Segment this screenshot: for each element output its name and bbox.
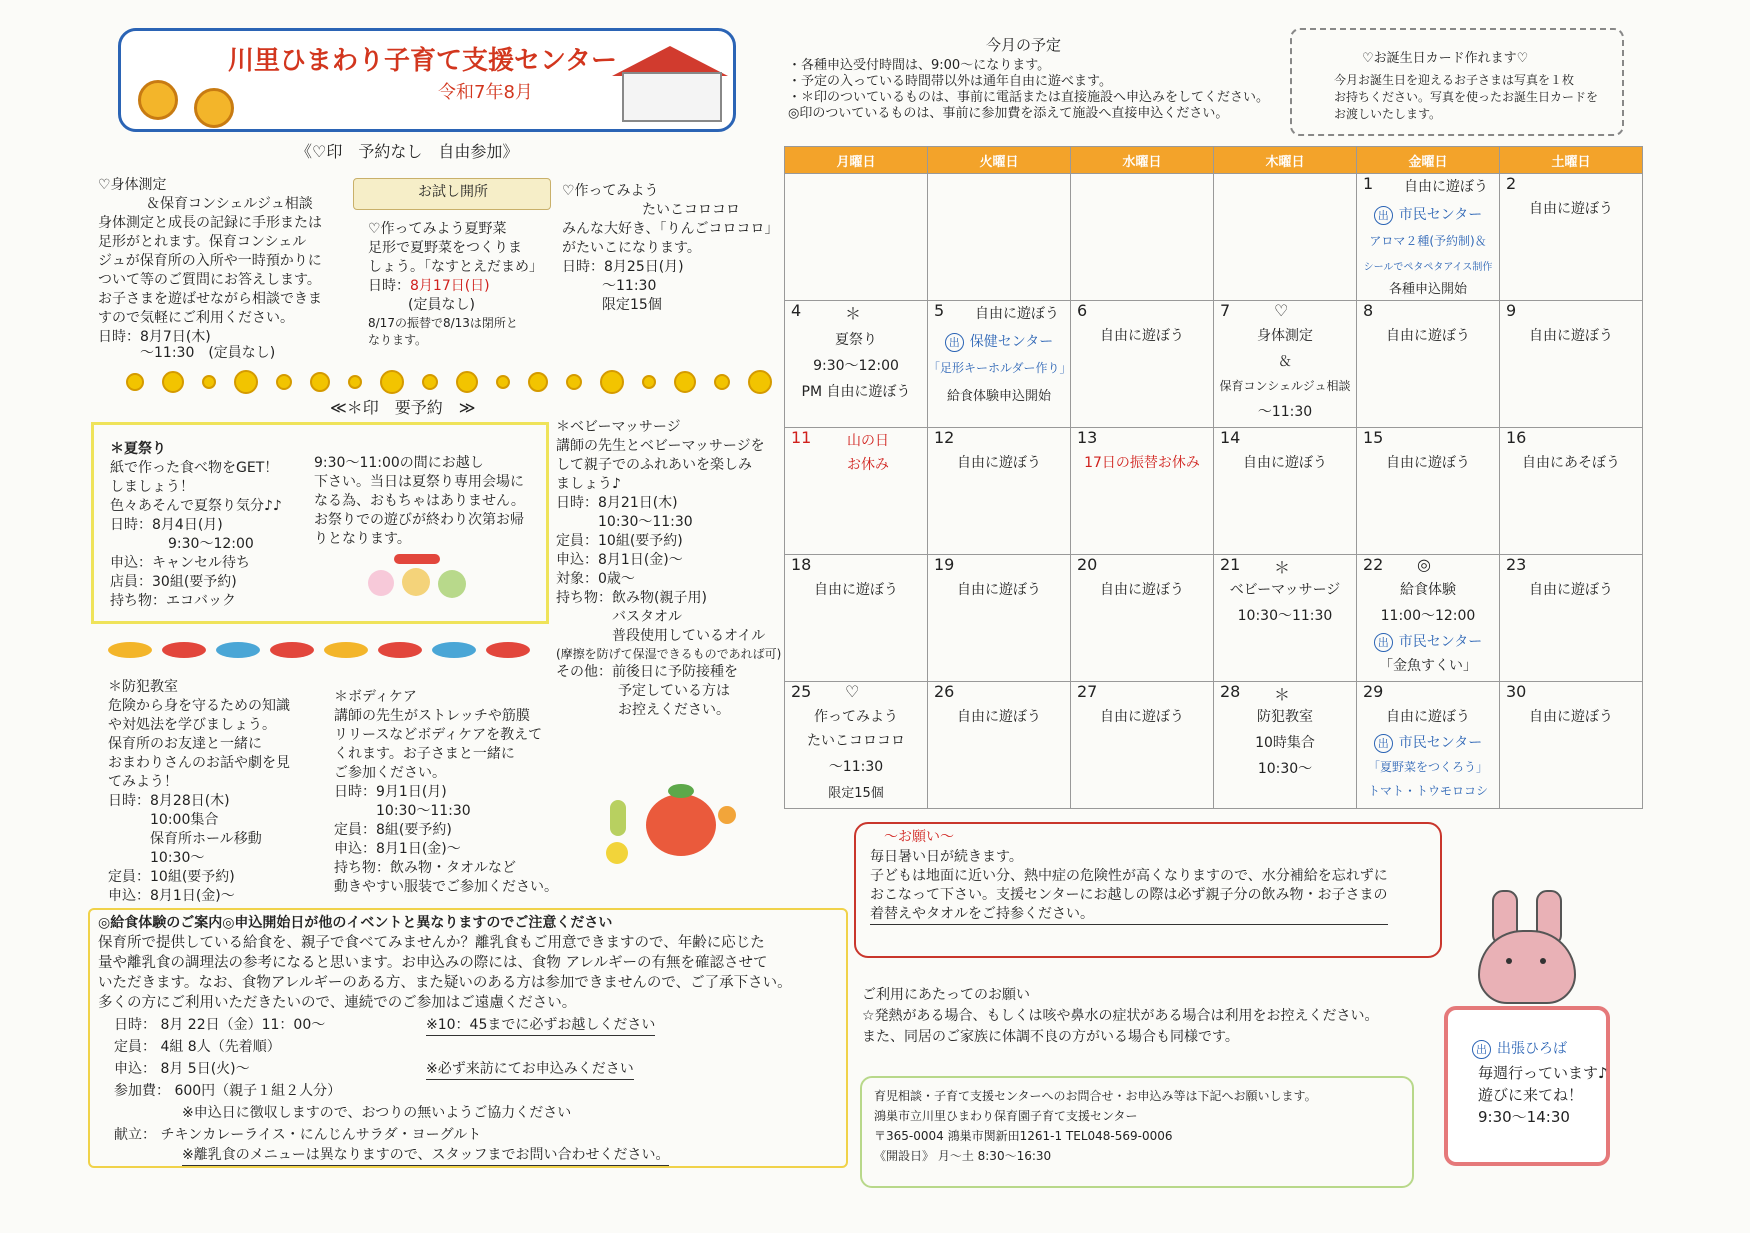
calendar-week xyxy=(785,174,1643,301)
day-number: 12 xyxy=(934,428,955,447)
cell-event: 防犯教室 xyxy=(1257,709,1313,725)
cell-event: 作ってみよう xyxy=(814,709,898,725)
cell-location: 市民センター xyxy=(1398,735,1483,751)
calendar-cell-empty xyxy=(1214,174,1357,301)
lunch-apply: 申込： 8月 5日(火)～ xyxy=(114,1061,250,1077)
fish-divider xyxy=(108,642,540,662)
schedule-title: 今月の予定 xyxy=(986,36,1062,54)
holiday-closed: お休み xyxy=(847,457,889,473)
day-number: 28 xyxy=(1220,682,1241,701)
cell-event: たいこコロコロ xyxy=(807,733,905,749)
reserve-mark: ＊ xyxy=(1274,558,1291,577)
event-capacity: 店員：30組(要予約) xyxy=(110,574,237,590)
event-time: 9:30～12:00 xyxy=(168,536,254,552)
event-date: 日時：8月4日(月) xyxy=(110,517,223,533)
cell-text: 自由にあそぼう xyxy=(1522,455,1620,471)
calendar-cell-16 xyxy=(1500,428,1643,555)
cell-time: ～11:30 xyxy=(1257,404,1313,420)
calendar-cell-6 xyxy=(1071,301,1214,428)
reserve-mark: ＊ xyxy=(1274,685,1291,704)
outreach-icon: 出 xyxy=(945,333,964,352)
day-number: 16 xyxy=(1506,428,1527,447)
summer-festival-note xyxy=(314,454,525,549)
event-bring: (摩擦を防げて保湿できるものであれば可) xyxy=(556,647,782,661)
calendar-cell-7 xyxy=(1214,301,1357,428)
lunch-experience-text xyxy=(98,914,792,1013)
text-line: 保育所のお友達と一緒に xyxy=(108,736,262,752)
text-line: 8/17の振替で8/13は閉所と xyxy=(368,316,518,330)
day-number: 27 xyxy=(1077,682,1098,701)
event-note: 動きやすい服装でご参加ください。 xyxy=(334,879,558,895)
event-date: 日時：8月7日(木) xyxy=(98,329,211,345)
text-line: りとなります。 xyxy=(314,531,411,547)
text-line: お持ちください。写真を使ったお誕生日カードを xyxy=(1334,90,1599,104)
taiko-title2: たいこコロコロ xyxy=(642,202,740,218)
text-line: 子どもは地面に近い分、熱中症の危険性が高くなりますので、水分補給を忘れずに xyxy=(870,868,1388,884)
calendar-cell-30 xyxy=(1500,682,1643,809)
text-line: みんな大好き、「りんごコロコロ」 xyxy=(562,221,779,237)
event-time: ～11:30 xyxy=(602,278,657,294)
body-care-title: ＊ボディケア xyxy=(334,689,417,705)
calendar-cell-20 xyxy=(1071,555,1214,682)
text-line: しょう。「なすとえだまめ」 xyxy=(368,259,543,275)
text-line: 9:30～11:00の間にお越し xyxy=(314,455,484,471)
holiday-name: 山の日 xyxy=(847,433,889,449)
calendar-cell-4 xyxy=(785,301,928,428)
event-bring: 普段使用しているオイル xyxy=(612,628,766,644)
cell-text: 各種申込開始 xyxy=(1388,282,1467,297)
day-number: 21 xyxy=(1220,555,1241,574)
calendar-table xyxy=(784,146,1643,809)
text-line: てみよう！ xyxy=(108,774,178,790)
event-other: その他：前後日に予防接種を xyxy=(556,664,738,680)
cell-event: 「夏野菜をつくろう」 xyxy=(1367,760,1488,774)
text-line: 保育所で提供している給食を、親子で食べてみませんか？離乳食もご用意できますので、年齢に応じた xyxy=(98,935,765,951)
lunch-capacity: 定員： 4組 8人（先着順） xyxy=(114,1039,281,1055)
calendar-header: 火曜日 xyxy=(928,147,1071,174)
text-line: や対処法を学びましょう。 xyxy=(108,717,276,733)
text-line: くれます。お子さまと一緒に xyxy=(334,746,515,762)
calendar-cell-1 xyxy=(1357,174,1500,301)
text-line: いただきます。なお、食物アレルギーのある方、また疑いのある方は参加できませんので、ご了承下さい。 xyxy=(98,975,792,991)
day-number: 9 xyxy=(1506,301,1517,320)
calendar-cell-19 xyxy=(928,555,1071,682)
calendar-cell-15 xyxy=(1357,428,1500,555)
cell-time: ～11:30 xyxy=(828,759,884,775)
text-line: おこなって下さい。支援センターにお越しの際は必ず親子分の飲み物・お子さまの xyxy=(870,887,1388,903)
text-line: 足形で夏野菜をつくりま xyxy=(368,240,522,256)
text-line: 色々あそんで夏祭り気分♪♪ xyxy=(110,498,282,514)
calendar-cell-14 xyxy=(1214,428,1357,555)
calendar-cell-27 xyxy=(1071,682,1214,809)
lunch-menu-note: ※離乳食のメニューは異なりますので、スタッフまでお問い合わせください。 xyxy=(182,1146,669,1166)
text-line: 着替えやタオルをご持参ください。 xyxy=(870,905,1388,925)
calendar-cell-2 xyxy=(1500,174,1643,301)
cell-text: 自由に遊ぼう xyxy=(1243,455,1327,471)
kids-illustration xyxy=(368,554,472,604)
text-line: がたいこになります。 xyxy=(562,240,701,256)
event-capacity: 定員：10組(要予約) xyxy=(108,869,235,885)
page-month: 令和7年8月 xyxy=(438,82,533,103)
free-mark: ♡ xyxy=(845,682,860,701)
cell-event: 給食体験 xyxy=(1400,582,1456,598)
summer-festival-text xyxy=(110,440,282,611)
cell-text: 自由に遊ぼう xyxy=(1100,328,1184,344)
text-line: しましょう！ xyxy=(110,479,194,495)
calendar-week xyxy=(785,301,1643,428)
cell-text: 自由に遊ぼう xyxy=(957,455,1041,471)
calendar-header: 土曜日 xyxy=(1500,147,1643,174)
outreach-line: 毎週行っています♪ xyxy=(1478,1064,1608,1082)
calendar-week xyxy=(785,682,1643,809)
day-number: 11 xyxy=(791,428,812,447)
contact-hours: 《開設日》 月～土 8:30～16:30 xyxy=(874,1149,1052,1163)
lunch-menu: 献立： チキンカレーライス・にんじんサラダ・ヨーグルト xyxy=(114,1127,482,1143)
cell-text: 自由に遊ぼう xyxy=(1386,455,1470,471)
cell-text: 自由に遊ぼう xyxy=(1386,328,1470,344)
cell-event: シールでペタペタアイス制作 xyxy=(1363,262,1493,273)
cell-location: 保健センター xyxy=(969,334,1054,350)
reserve-mark: ＊ xyxy=(845,304,862,323)
text-line: 講師の先生とベビーマッサージを xyxy=(556,438,765,454)
page-title: 川里ひまわり子育て支援センター xyxy=(228,46,617,76)
day-number: 30 xyxy=(1506,682,1527,701)
cell-text: 自由に遊ぼう xyxy=(957,709,1041,725)
event-apply: 申込：8月1日(金)～ xyxy=(334,841,461,857)
text-line: お子さまを遊ばせながら相談できま xyxy=(98,291,322,307)
text-line: なる為、おもちゃはありません。 xyxy=(314,493,525,509)
free-heading: 《♡印 予約なし 自由参加》 xyxy=(296,142,519,161)
calendar-cell-22 xyxy=(1357,555,1500,682)
cell-time: 10:30～ xyxy=(1257,761,1313,777)
day-number: 22 xyxy=(1363,555,1384,574)
cell-location: 市民センター xyxy=(1398,207,1483,223)
request-title: ～お願い～ xyxy=(884,829,954,845)
usage-text xyxy=(862,1006,1379,1048)
text-line: 危険から身を守るための知識 xyxy=(108,698,290,714)
calendar-week xyxy=(785,555,1643,682)
day-number: 13 xyxy=(1077,428,1098,447)
cell-event: ベビーマッサージ xyxy=(1229,582,1341,598)
contact-org: 鴻巣市立川里ひまわり保育園子育て支援センター xyxy=(874,1109,1138,1123)
cell-text: 自由に遊ぼう xyxy=(814,582,898,598)
cell-text: 自由に遊ぼう xyxy=(1100,582,1184,598)
text-line: ・予定の入っている時間帯以外は通年自由に遊べます。 xyxy=(788,74,1112,89)
text-line: 下さい。当日は夏祭り専用会場に xyxy=(314,474,524,490)
text-line: 多くの方にご利用いただきたいので、連続でのご参加はご遠慮ください。 xyxy=(98,995,577,1011)
cell-event: アロマ２種(予約制)＆ xyxy=(1369,234,1487,248)
day-number: 29 xyxy=(1363,682,1384,701)
birthday-title: ♡お誕生日カード作れます♡ xyxy=(1362,51,1529,66)
day-number: 14 xyxy=(1220,428,1241,447)
dot-divider xyxy=(126,370,790,394)
text-line: なります。 xyxy=(368,333,428,347)
outreach-hours: 9:30～14:30 xyxy=(1478,1108,1570,1126)
day-number: 25 xyxy=(791,682,812,701)
calendar-cell-empty xyxy=(785,174,928,301)
trial-date: 8月17日(日) xyxy=(410,278,490,294)
calendar-cell-23 xyxy=(1500,555,1643,682)
text-line: すので気軽にご利用ください。 xyxy=(98,310,294,326)
day-number: 20 xyxy=(1077,555,1098,574)
cell-event: トマト・トウモロコシ xyxy=(1367,784,1488,798)
lunch-fee-note: ※申込日に徴収しますので、おつりの無いようご協力ください xyxy=(182,1105,572,1121)
calendar-cell-29 xyxy=(1357,682,1500,809)
sunflower-icon xyxy=(194,88,234,128)
body-measure-title: ♡身体測定 xyxy=(98,177,167,193)
cell-location: 市民センター xyxy=(1398,634,1483,650)
event-capacity: 定員：8組(要予約) xyxy=(334,822,452,838)
calendar-header: 金曜日 xyxy=(1357,147,1500,174)
cell-text: 自由に遊ぼう xyxy=(1404,179,1488,195)
event-other: 予定している方は xyxy=(618,683,730,699)
baby-massage-title: ＊ベビーマッサージ xyxy=(556,419,681,435)
cell-event: 「足形キーホルダー作り」 xyxy=(928,361,1072,375)
text-line: して親子でのふれあいを楽しみ xyxy=(556,457,752,473)
day-number: 23 xyxy=(1506,555,1527,574)
trial-text xyxy=(368,220,543,349)
text-line: 紙で作った食べ物をGET！ xyxy=(110,460,279,476)
lunch-mark: ◎ xyxy=(1417,555,1431,574)
event-bring: 持ち物：飲み物・タオルなど xyxy=(334,860,516,876)
taiko-title: ♡作ってみよう xyxy=(562,183,659,199)
text-line: ジュが保育所の入所や一時預かりに xyxy=(98,253,322,269)
text-line: ☆発熱がある場合、もしくは咳や鼻水の症状がある場合は利用をお控えください。 xyxy=(862,1008,1379,1024)
cell-text: 自由に遊ぼう xyxy=(1529,709,1613,725)
calendar-header: 月曜日 xyxy=(785,147,928,174)
birthday-text xyxy=(1334,72,1598,123)
usage-title: ご利用にあたってのお願い xyxy=(862,987,1030,1003)
trial-title: ♡作ってみよう夏野菜 xyxy=(368,221,507,237)
body-measure-text xyxy=(98,214,322,347)
cell-capacity: 限定15個 xyxy=(828,786,884,801)
calendar-cell-28 xyxy=(1214,682,1357,809)
event-other: お控えください。 xyxy=(618,702,730,718)
day-number: 15 xyxy=(1363,428,1384,447)
calendar-cell-21 xyxy=(1214,555,1357,682)
outreach-icon: 出 xyxy=(1374,734,1393,753)
text-line: 毎日暑い日が続きます。 xyxy=(870,849,1023,865)
text-line: お祭りでの遊びが終わり次第お帰 xyxy=(314,512,524,528)
event-target: 対象：0歳～ xyxy=(556,571,635,587)
text-line: 今月お誕生日を迎えるお子さまは写真を１枚 xyxy=(1334,73,1575,87)
outreach-icon: 出 xyxy=(1374,633,1393,652)
contact-address: 〒365-0004 鴻巣市関新田1261-1 TEL048-569-0006 xyxy=(874,1129,1173,1143)
day-number: 6 xyxy=(1077,301,1088,320)
event-apply: 申込：キャンセル待ち xyxy=(110,555,250,571)
vegetable-illustration xyxy=(606,770,746,870)
text-line: ついて等のご質問にお答えします。 xyxy=(98,272,321,288)
contact-text xyxy=(874,1086,1317,1166)
cell-text: PM 自由に遊ぼう xyxy=(801,384,911,400)
cell-event: 保育コンシェルジュ相談 xyxy=(1219,379,1351,393)
text-line: 量や離乳食の調理法の参考になると思います。お申込みの際には、食物 アレルギーの有無を確認させて xyxy=(98,955,768,971)
calendar-header: 水曜日 xyxy=(1071,147,1214,174)
reserve-heading: ≪＊印 要予約 ≫ xyxy=(330,398,476,417)
day-number: 1 xyxy=(1363,174,1374,193)
sunflower-icon xyxy=(138,80,178,120)
day-number: 2 xyxy=(1506,174,1517,193)
calendar-cell-13 xyxy=(1071,428,1214,555)
lunch-title: ◎給食体験のご案内◎申込開始日が他のイベントと異なりますのでご注意ください xyxy=(98,915,613,931)
event-apply: 申込：8月1日(金)～ xyxy=(556,552,683,568)
event-apply: 申込：8月1日(金)～ xyxy=(108,888,235,904)
text-line: 身体測定と成長の記録に手形または xyxy=(98,215,322,231)
lunch-apply-note: ※必ず来訪にてお申込みください xyxy=(426,1060,634,1080)
calendar-cell-12 xyxy=(928,428,1071,555)
calendar-cell-26 xyxy=(928,682,1071,809)
calendar-header-row xyxy=(785,147,1643,174)
body-measure-title2: ＆保育コンシェルジュ相談 xyxy=(146,196,313,212)
cell-text: 自由に遊ぼう xyxy=(1529,328,1613,344)
day-number: 19 xyxy=(934,555,955,574)
event-capacity: 定員：10組(要予約) xyxy=(556,533,683,549)
lunch-date-note: ※10：45までに必ずお越しください xyxy=(426,1016,655,1036)
cell-text: 自由に遊ぼう xyxy=(975,306,1059,322)
text-line: ・各種申込受付時間は、9:00～になります。 xyxy=(788,58,1051,73)
text-line: ご参加ください。 xyxy=(334,765,446,781)
event-bring: 持ち物：エコバック xyxy=(110,593,236,609)
day-number: 18 xyxy=(791,555,812,574)
calendar-header: 木曜日 xyxy=(1214,147,1357,174)
event-bring: 持ち物：飲み物(親子用) xyxy=(556,590,707,606)
cell-text: 自由に遊ぼう xyxy=(957,582,1041,598)
calendar-cell-25 xyxy=(785,682,928,809)
ribbon-label: お試し開所 xyxy=(418,184,488,200)
body-care-text xyxy=(334,688,558,897)
taiko-text xyxy=(562,182,778,315)
text-line: リリースなどボディケアを教えて xyxy=(334,727,543,743)
event-time: 10:30～ xyxy=(150,850,205,866)
day-number: 4 xyxy=(791,301,802,320)
event-date: 日時：8月28日(木) xyxy=(108,793,230,809)
cell-text: 自由に遊ぼう xyxy=(1100,709,1184,725)
text-line: (定員なし) xyxy=(408,297,475,313)
event-bring: バスタオル xyxy=(612,609,682,625)
calendar-cell-5 xyxy=(928,301,1071,428)
calendar-cell-8 xyxy=(1357,301,1500,428)
event-date: 日時：8月21日(木) xyxy=(556,495,678,511)
day-number: 5 xyxy=(934,301,945,320)
cell-event: 身体測定 xyxy=(1257,328,1313,344)
event-date: 日時：9月1日(月) xyxy=(334,784,447,800)
lunch-date: 日時： 8月 22日（金）11：00～ xyxy=(114,1017,326,1033)
cell-time: 11:00～12:00 xyxy=(1380,608,1476,624)
outreach-icon: 出 xyxy=(1374,206,1393,225)
free-mark: ♡ xyxy=(1274,301,1289,320)
cell-text: 給食体験申込開始 xyxy=(946,389,1051,404)
event-date: 日時：8月25日(月) xyxy=(562,259,684,275)
house-icon xyxy=(622,72,722,122)
event-time: ～11:30 (定員なし) xyxy=(140,345,276,361)
cell-time: 9:30～12:00 xyxy=(813,358,899,374)
text-line: おまわりさんのお話や劇を見 xyxy=(108,755,290,771)
event-time: 10:30～11:30 xyxy=(376,803,471,819)
cell-event: 「金魚すくい」 xyxy=(1379,658,1477,674)
text-line: 足形がとれます。保育コンシェル xyxy=(98,234,307,250)
summer-festival-title: ＊夏祭り xyxy=(110,441,166,457)
day-number: 7 xyxy=(1220,301,1231,320)
event-time: 保育所ホール移動 xyxy=(150,831,262,847)
event-capacity: 限定15個 xyxy=(602,297,662,313)
text-line: 講師の先生がストレッチや筋膜 xyxy=(334,708,530,724)
text-line: お渡しいたします。 xyxy=(1334,107,1442,121)
schedule-notes xyxy=(788,58,1269,122)
bunny-illustration xyxy=(1478,890,1574,1000)
cell-text: 自由に遊ぼう xyxy=(1386,709,1470,725)
cell-time: 10時集合 xyxy=(1255,735,1315,751)
event-time: 10:00集合 xyxy=(150,812,219,828)
text-line: ・＊印のついているものは、事前に電話または直接施設へ申込みをしてください。 xyxy=(788,90,1270,105)
day-number: 26 xyxy=(934,682,955,701)
text-line: また、同居のご家族に体調不良の方がいる場合も同様です。 xyxy=(862,1029,1239,1045)
calendar-cell-empty xyxy=(1071,174,1214,301)
cell-text: 自由に遊ぼう xyxy=(1529,201,1613,217)
cell-text: 自由に遊ぼう xyxy=(1529,582,1613,598)
crime-prevention-text xyxy=(108,678,290,906)
event-time: 10:30～11:30 xyxy=(598,514,693,530)
holiday-closed: 17日の振替お休み xyxy=(1084,455,1200,471)
cell-event: 夏祭り xyxy=(835,332,877,348)
outreach-title: 出張ひろば xyxy=(1497,1041,1567,1057)
cell-text: ＆ xyxy=(1278,354,1292,370)
calendar-cell-18 xyxy=(785,555,928,682)
date-label: 日時： xyxy=(368,278,410,294)
baby-massage-text xyxy=(556,418,781,720)
crime-prevention-title: ＊防犯教室 xyxy=(108,679,178,695)
outreach-line: 遊びに来てね！ xyxy=(1478,1086,1584,1104)
day-number: 8 xyxy=(1363,301,1374,320)
text-line: ましょう♪ xyxy=(556,476,621,492)
text-line: ◎印のついているものは、事前に参加費を添えて施設へ直接申込ください。 xyxy=(788,106,1229,121)
calendar-cell-11 xyxy=(785,428,928,555)
cell-time: 10:30～11:30 xyxy=(1237,608,1333,624)
calendar-cell-9 xyxy=(1500,301,1643,428)
text-line: 育児相談・子育て支援センターへのお問合せ・お申込み等は下記へお願いします。 xyxy=(874,1089,1317,1103)
calendar-cell-empty xyxy=(928,174,1071,301)
outreach-icon: 出 xyxy=(1472,1040,1491,1059)
request-text xyxy=(870,848,1388,925)
lunch-fee: 参加費： 600円（親子１組２人分） xyxy=(114,1083,342,1099)
calendar-week xyxy=(785,428,1643,555)
